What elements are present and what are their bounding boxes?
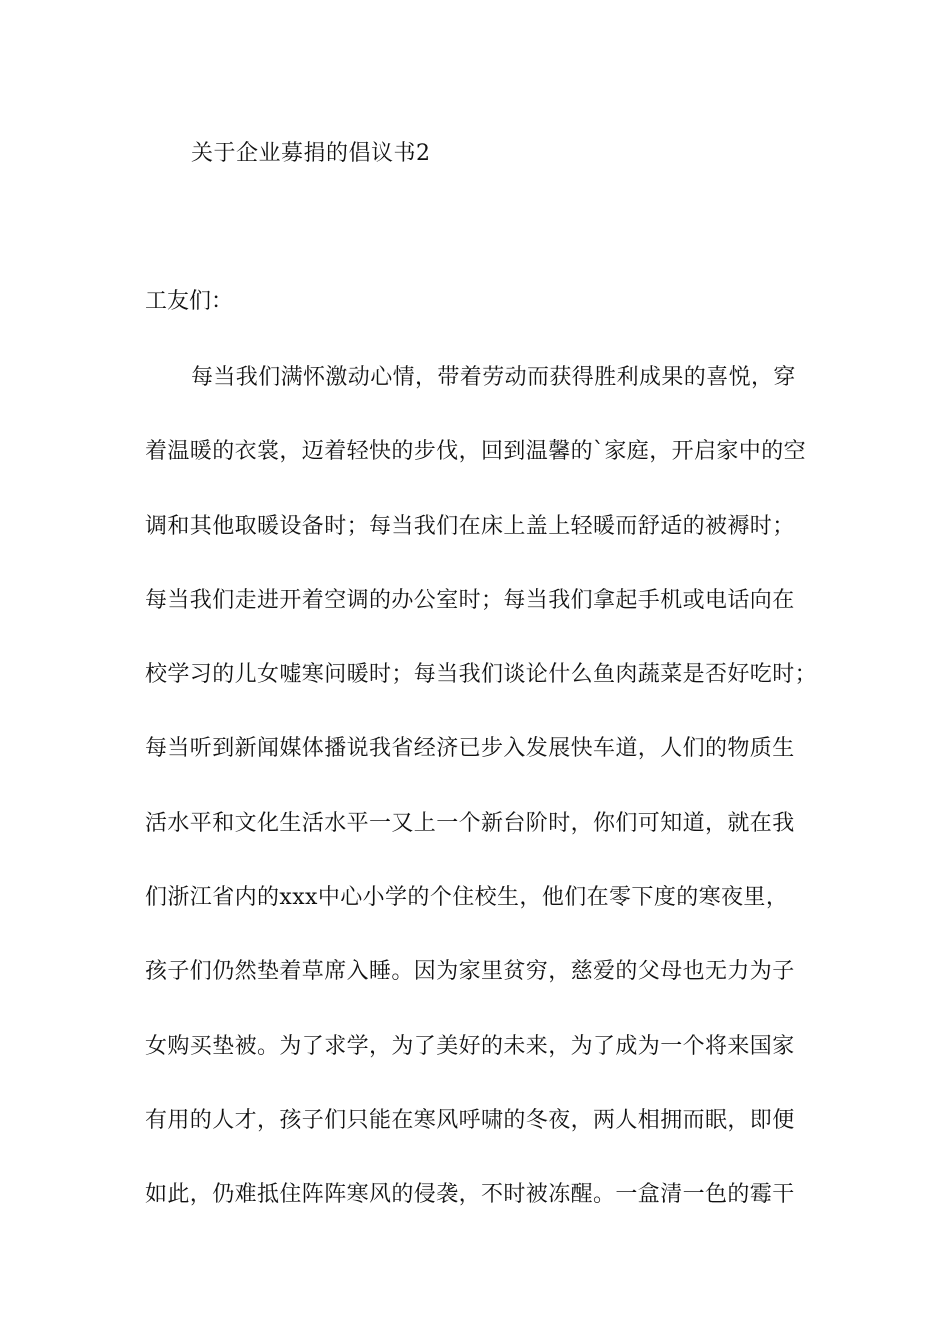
body-line: 每当我们走进开着空调的办公室时；每当我们拿起手机或电话向在 <box>145 587 795 613</box>
body-line: 活水平和文化生活水平一又上一个新台阶时，你们可知道，就在我 <box>145 810 795 836</box>
body-line: 着温暖的衣裳，迈着轻快的步伐，回到温馨的`家庭，开启家中的空 <box>145 439 807 465</box>
body-line: 孩子们仍然垫着草席入睡。因为家里贫穷，慈爱的父母也无力为子 <box>145 959 795 985</box>
document-title: 关于企业募捐的倡议书2 <box>191 141 431 166</box>
body-line: 调和其他取暖设备时；每当我们在床上盖上轻暖而舒适的被褥时； <box>145 513 795 539</box>
body-line: 每当听到新闻媒体播说我省经济已步入发展快车道，人们的物质生 <box>145 736 795 762</box>
body-line: 校学习的儿女嘘寒问暖时；每当我们谈论什么鱼肉蔬菜是否好吃时； <box>145 662 818 688</box>
body-line: 们浙江省内的xxx中心小学的个住校生，他们在零下度的寒夜里， <box>145 885 789 911</box>
body-line: 如此，仍难抵住阵阵寒风的侵袭，不时被冻醒。一盒清一色的霉干 <box>145 1182 795 1208</box>
salutation: 工友们： <box>145 289 234 314</box>
body-text <box>145 363 845 1255</box>
body-line: 有用的人才，孩子们只能在寒风呼啸的冬夜，两人相拥而眠，即便 <box>145 1107 795 1133</box>
body-line: 女购买垫被。为了求学，为了美好的未来，为了成为一个将来国家 <box>145 1033 795 1059</box>
body-line: 每当我们满怀激动心情，带着劳动而获得胜利成果的喜悦，穿 <box>191 365 796 390</box>
